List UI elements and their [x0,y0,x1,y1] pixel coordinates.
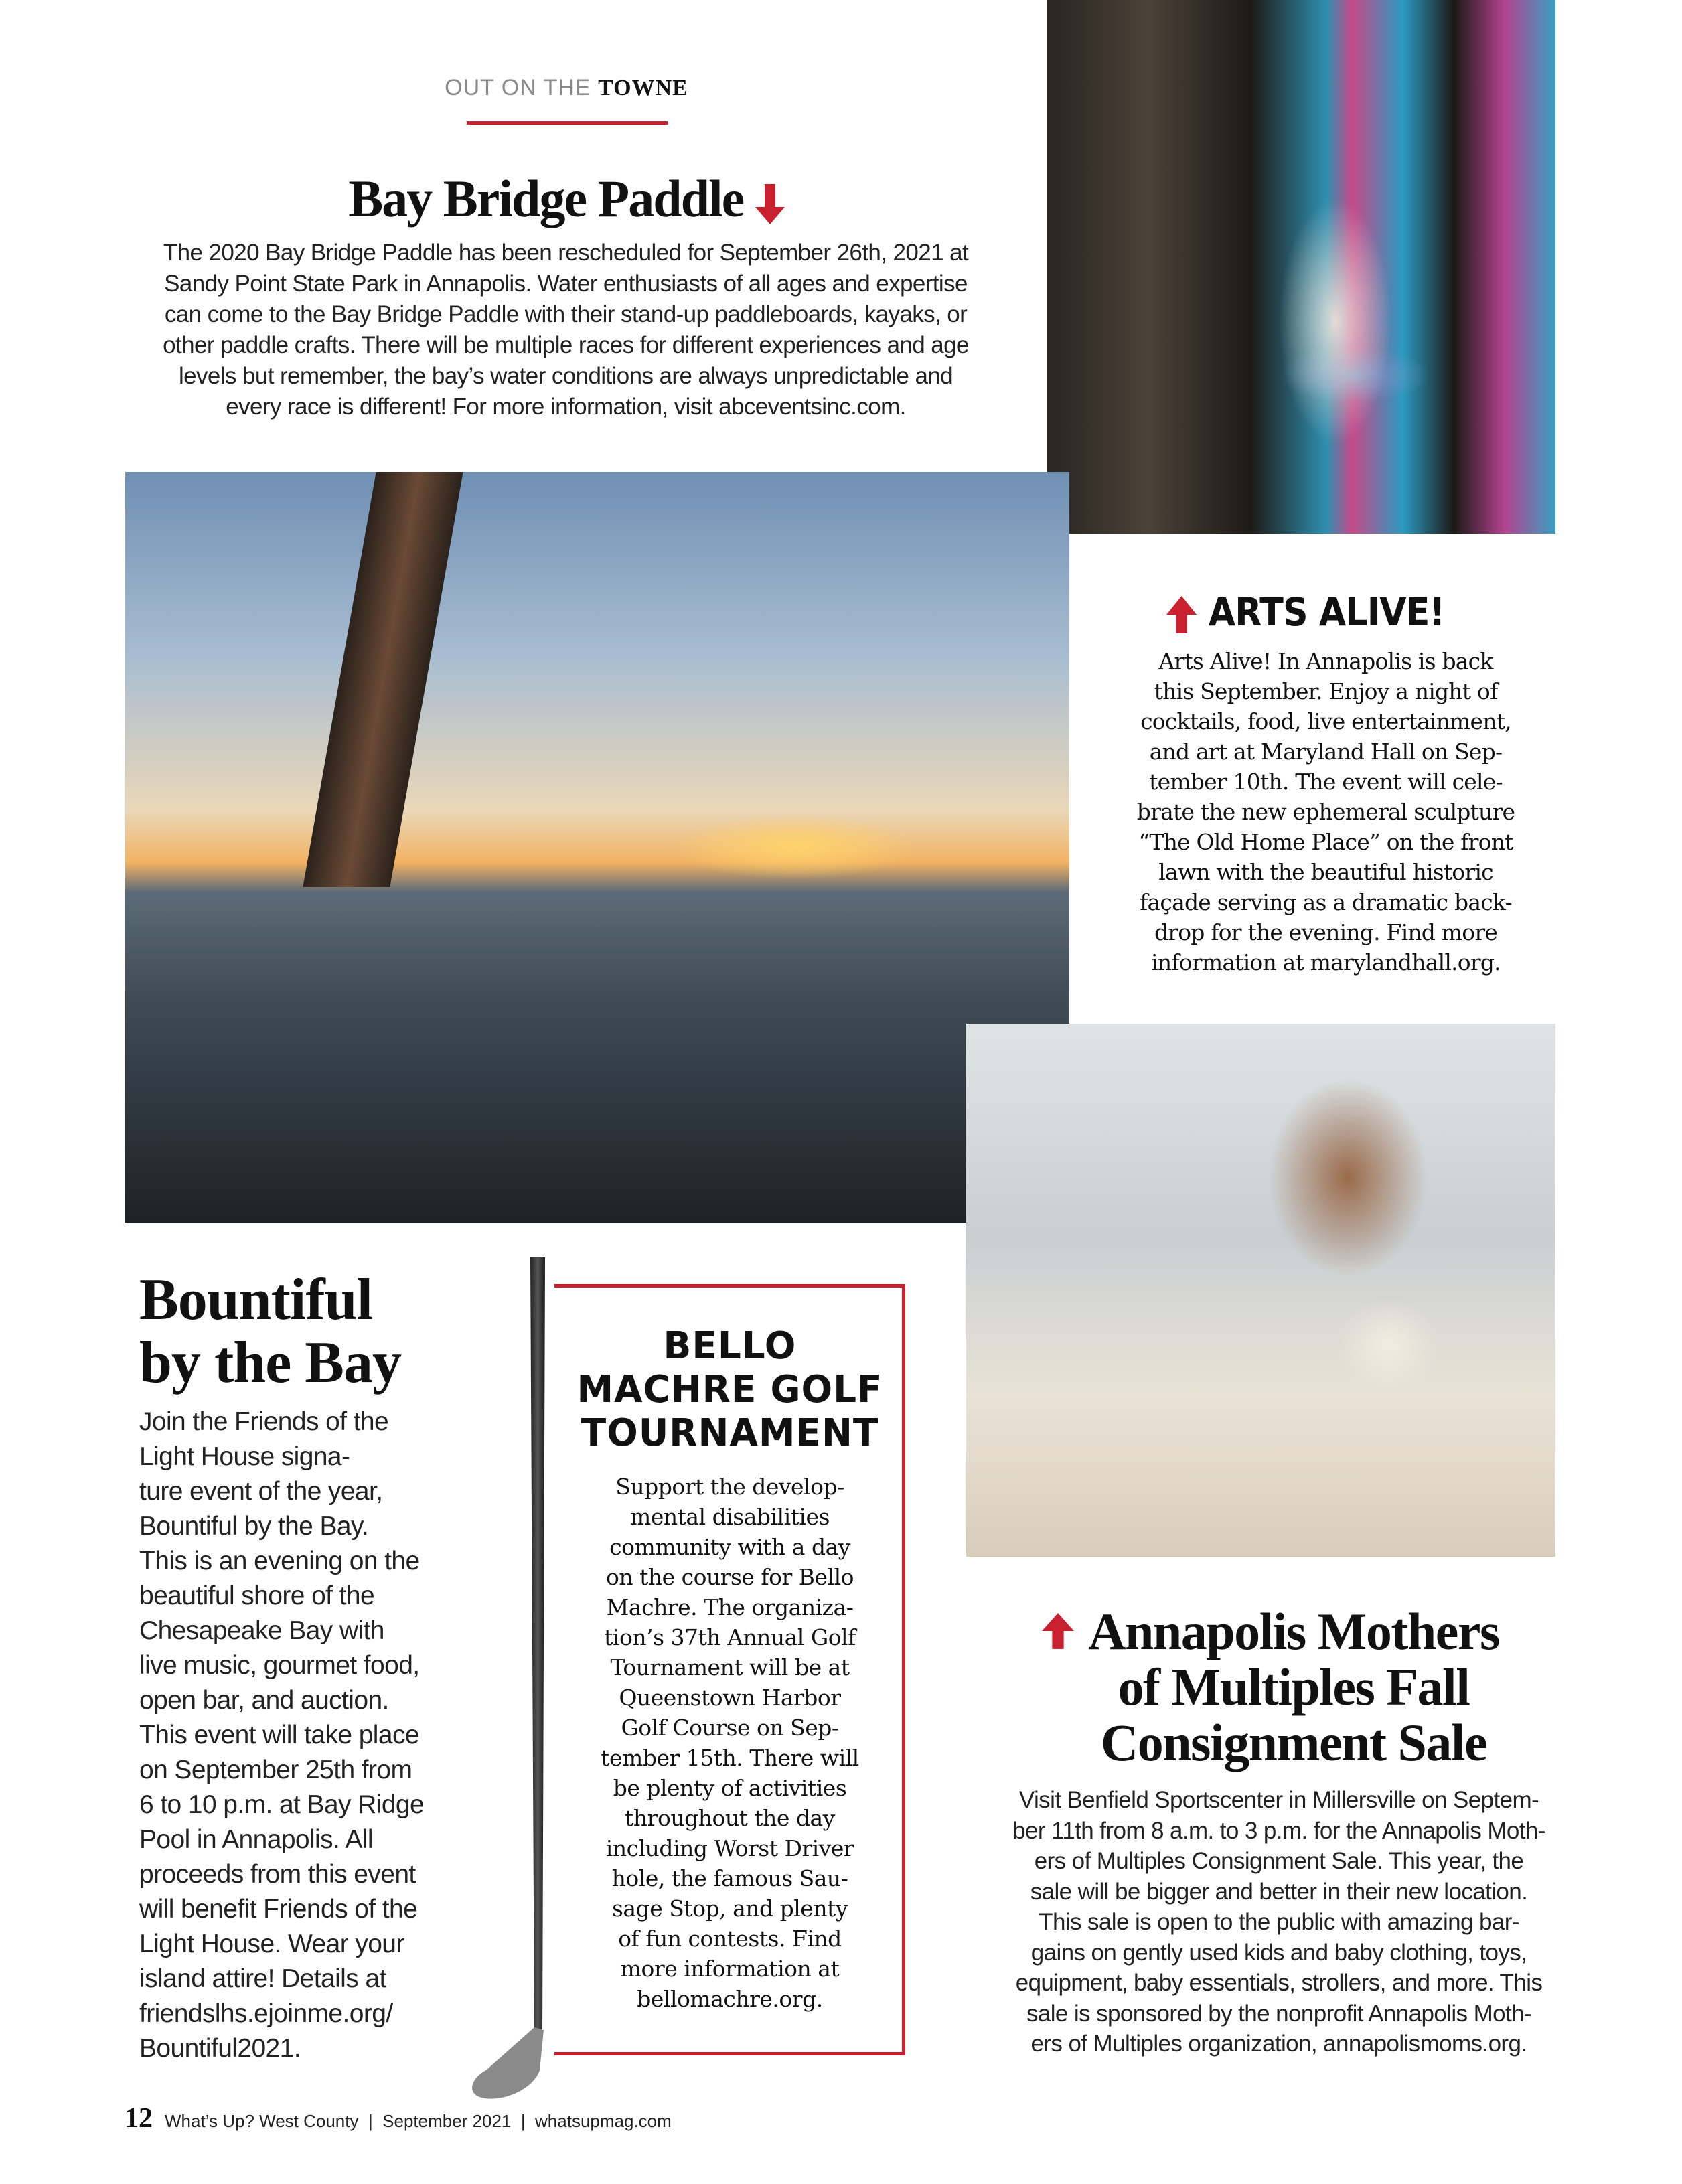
paddleboard-splash-photo [125,472,1069,1223]
annapolis-mothers-body: Visit Benfield Sportscenter in Millersville on Septem- ber 11th from 8 a.m. to 3 p.m. for the Annapolis Moth- ers of Multiples Consignment Sale. This year, the sale will be bigger and better in their new location. This sale is open to the public with amazing bar- gains on gently used kids and baby clothing, toys, equipment, baby essentials, strollers, and more. This sale is sponsored by the nonprofit Annapolis Moth- ers of Multiples organization, annapolismoms.org. [1012,1787,1545,2057]
baby-items-photo [966,1024,1555,1557]
bountiful-body: Join the Friends of the Light House signa- ture event of the year, Bountiful by the Bay. This is an evening on the beautiful shore of the Chesapeake Bay with live music, gourmet food, open bar, and auction. This event will take place on September 25th from 6 to 10 p.m. at Bay Ridge Pool in Annapolis. All proceeds from this event will benefit Friends of the Light House. Wear your island attire! Details at friendslhs.ejoinme.org/ Bountiful2021. [139,1407,425,2063]
page-number: 12 [125,2103,153,2134]
heading-text: Annapolis Mothers of Multiples Fall Consignment Sale [1088,1602,1499,1772]
page-footer [125,2102,672,2134]
heading-text: ARTS ALIVE! [1208,589,1445,635]
arts-alive-heading [1083,589,1529,635]
golf-club-image [469,1257,562,2101]
arts-alive-dancer-photo [1047,0,1555,534]
footer-text: What’s Up? West County | September 2021 | whatsupmag.com [165,2111,672,2131]
arrow-up-icon [1167,596,1197,633]
bay-bridge-paddle-heading [0,169,1133,229]
arrow-up-icon [1042,1612,1074,1650]
bello-machre-body: Support the develop- mental disabilities community with a day on the course for Bello Machre. The organiza- tion’s 37th Annual Golf Tournament will be at Queenstown Harbor Golf Course on Sep- tember 15th. There will be plenty of activities throughout the day including Worst Driver hole, the famous Sau- sage Stop, and plenty of fun contests. Find more information at bellomachre.org. [601,1474,859,2012]
arts-alive-body: Arts Alive! In Annapolis is back this September. Enjoy a night of cocktails, food, live entertainment, and art at Maryland Hall on Sep- tember 10th. The event will cele- brate the new ephemeral sculpture “The Old Home Place” on the front lawn with the beautiful historic façade serving as a dramatic back- drop for the evening. Find more information at marylandhall.org. [1136,648,1515,976]
heading-text: Bay Bridge Paddle [348,169,744,228]
bountiful-heading: Bountiful by the Bay [139,1267,401,1395]
annapolis-mothers-heading [991,1604,1567,1770]
kicker-light: OUT ON THE [445,75,599,100]
section-kicker [0,75,1133,101]
bay-bridge-paddle-body: The 2020 Bay Bridge Paddle has been rescheduled for September 26th, 2021 at Sandy Point State Park in Annapolis. Water enthusiasts of all ages and expertise can come to the Bay Bridge Paddle with their stand-up paddleboards, kayaks, or other paddle crafts. There will be multiple races for different experiences and age levels but remember, the bay’s water conditions are always unpredictable and every race is different! For more information, visit abceventsinc.com. [163,240,969,420]
bello-machre-heading: BELLO MACHRE GOLF TOURNAMENT [577,1324,883,1455]
arrow-down-icon [755,184,785,224]
kicker-bold: TOWNE [598,76,688,100]
kicker-divider [467,121,668,125]
